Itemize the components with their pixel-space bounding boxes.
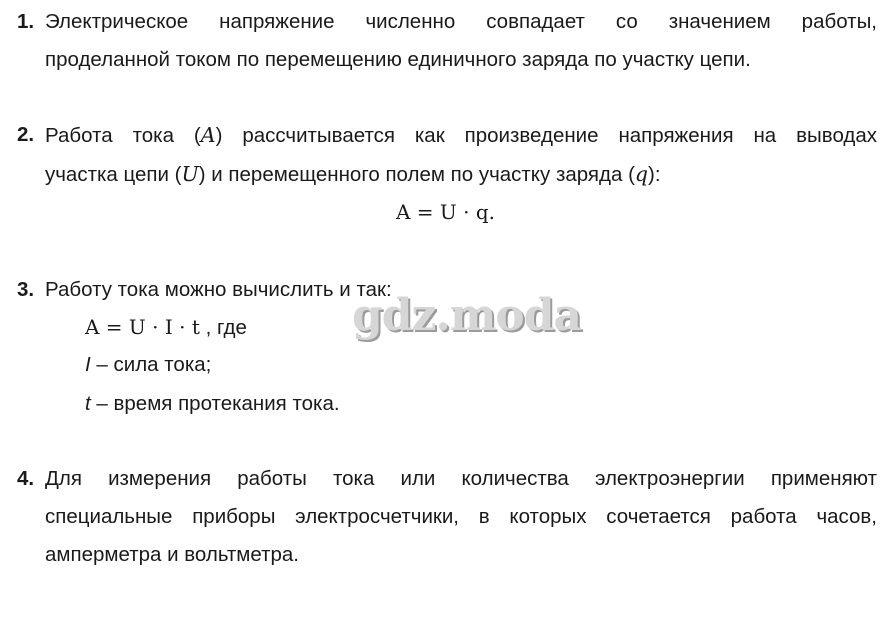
definition-text: – сила тока;	[90, 353, 212, 376]
item-number: 4.	[17, 467, 35, 490]
text-line: Для измерения работы тока или количества электроэнергии применяют	[45, 467, 877, 490]
text-line	[45, 116, 877, 155]
item-number: 3.	[17, 278, 35, 301]
paragraph-4	[17, 460, 877, 574]
paragraph-text	[45, 3, 877, 79]
text-line: Работу тока можно вычислить и так:	[45, 278, 392, 301]
math-variable: U	[181, 162, 199, 186]
watermark-logo: gdz.moda	[352, 290, 582, 341]
paragraph-text	[45, 116, 877, 194]
formula-tail: , где	[205, 316, 247, 339]
formula-work: A = U · q.	[395, 200, 495, 224]
definition-time	[85, 385, 340, 423]
formula-work-alt	[85, 308, 247, 347]
math-variable: t	[85, 392, 91, 415]
text-line	[45, 155, 877, 194]
text-fragment: ):	[648, 163, 661, 186]
math-variable: A	[200, 123, 216, 147]
item-number: 1.	[17, 10, 35, 33]
paragraph-text	[45, 460, 877, 574]
text-line: Электрическое напряжение численно совпадает со значением работы,	[45, 10, 877, 33]
paragraph-1	[17, 3, 877, 79]
definition-current	[85, 346, 211, 384]
math-variable: q	[634, 162, 649, 186]
definition-text: – время протекания тока.	[90, 392, 340, 415]
math-variable: I	[85, 353, 91, 376]
text-line: специальные приборы электросчетчики, в которых сочетается работа часов,	[45, 505, 877, 528]
text-line: проделанной током по перемещению единичного заряда по участку цепи.	[45, 48, 751, 71]
text-fragment: Работа тока (	[45, 124, 201, 147]
text-fragment: ) рассчитывается как произведение напряжения на выводах	[215, 124, 878, 147]
item-number: 2.	[17, 123, 35, 146]
text-fragment: участка цепи (	[45, 163, 182, 186]
text-fragment: ) и перемещенного полем по участку заряда (	[198, 163, 635, 186]
formula: A = U · I · t	[85, 315, 200, 339]
paragraph-2	[17, 116, 877, 194]
text-line: амперметра и вольтметра.	[45, 543, 299, 566]
